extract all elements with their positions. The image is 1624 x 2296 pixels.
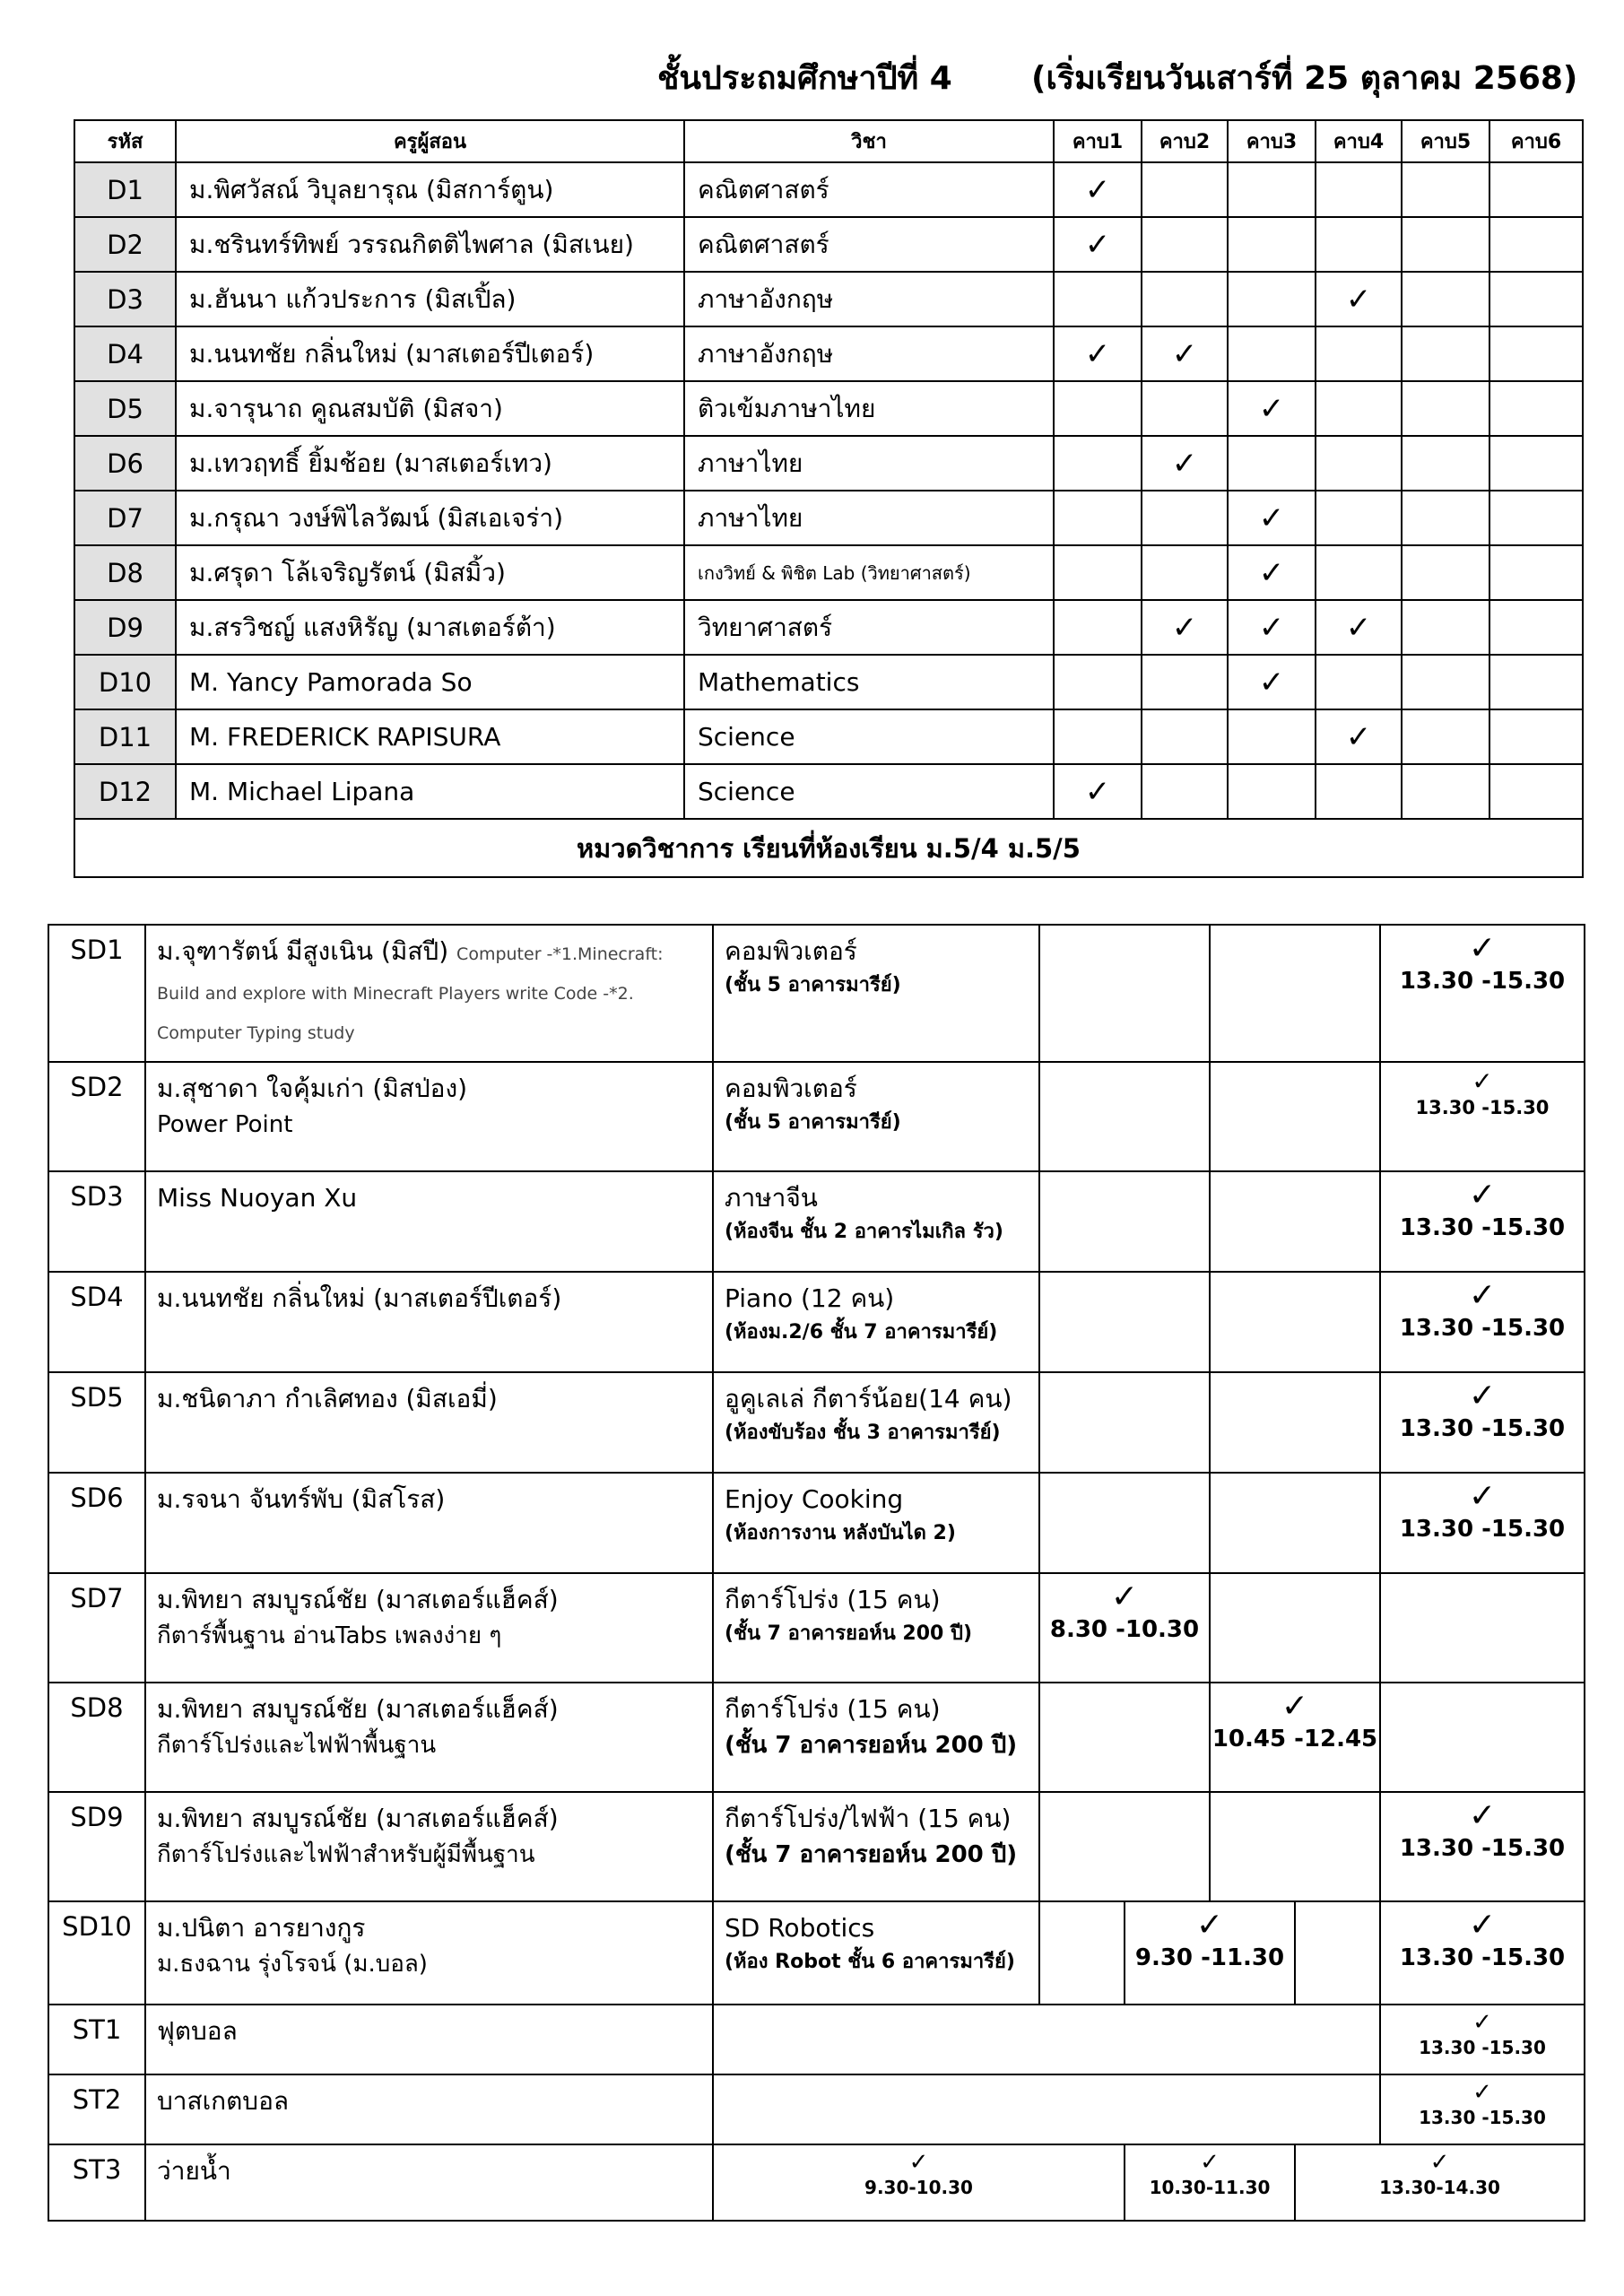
time-slot xyxy=(1125,1901,1295,2005)
time-slot xyxy=(1380,1372,1585,1473)
period-5-check-icon xyxy=(1402,545,1489,600)
co-teacher-name: ม.ธงฉาน รุ่งโรจน์ (ม.บอล) xyxy=(157,1951,428,1978)
row-code: SD6 xyxy=(48,1473,145,1573)
teacher-name: ม.สุชาดา ใจคุ้มเก่า (มิสป่อง) xyxy=(157,1074,468,1103)
time-label: 10.30-11.30 xyxy=(1149,2177,1271,2199)
period-2-check-icon xyxy=(1142,545,1228,600)
subject-cell xyxy=(713,1792,1039,1901)
period-5-check-icon xyxy=(1402,709,1489,764)
teacher-name: ม.สรวิชญ์ แสงหิรัญ (มาสเตอร์ต้า) xyxy=(176,600,684,655)
teacher-name: ม.จารุนาถ คูณสมบัติ (มิสจา) xyxy=(176,381,684,436)
check-mark-icon: ✓ xyxy=(1468,1478,1497,1515)
grade-title: ชั้นประถมศึกษาปีที่ 4 xyxy=(657,60,952,97)
course-note: Power Point xyxy=(157,1111,293,1138)
period-6-check-icon xyxy=(1489,764,1583,819)
teacher-name: ม.นนทชัย กลิ่นใหม่ (มาสเตอร์ปีเตอร์) xyxy=(157,1283,562,1313)
period-6-check-icon xyxy=(1489,217,1583,272)
period-5-check-icon xyxy=(1402,326,1489,381)
time-slot xyxy=(713,2144,1125,2221)
empty-slot xyxy=(1210,1171,1380,1272)
column-header-period-5: คาบ5 xyxy=(1402,120,1489,162)
period-2-check-icon: ✓ xyxy=(1142,600,1228,655)
row-code: D11 xyxy=(74,709,176,764)
time-label: 13.30 -15.30 xyxy=(1399,1835,1566,1863)
subject-cell xyxy=(713,925,1039,1062)
period-3-check-icon xyxy=(1228,217,1316,272)
subject-cell xyxy=(713,1272,1039,1372)
check-mark-icon: ✓ xyxy=(1110,1578,1139,1615)
period-1-check-icon: ✓ xyxy=(1054,162,1142,217)
classroom-note: หมวดวิชาการ เรียนที่ห้องเรียน ม.5/4 ม.5/5 xyxy=(74,819,1583,877)
teacher-name: ม.รจนา จันทร์พับ (มิสโรส) xyxy=(157,1484,446,1514)
teacher-cell xyxy=(145,1683,713,1792)
row-code: D4 xyxy=(74,326,176,381)
check-mark-icon: ✓ xyxy=(1468,1177,1497,1213)
time-label: 8.30 -10.30 xyxy=(1049,1616,1200,1644)
check-mark-icon: ✓ xyxy=(1468,1378,1497,1414)
subject-name: เกงวิทย์ & พิชิต Lab (วิทยาศาสตร์) xyxy=(684,545,1054,600)
period-1-check-icon xyxy=(1054,491,1142,545)
teacher-cell xyxy=(145,1062,713,1171)
empty-slot xyxy=(1210,925,1380,1062)
subject-location: (ชั้น 7 อาคารยอห์น 200 ปี) xyxy=(725,1732,1018,1759)
time-slot xyxy=(1380,1901,1585,2005)
period-6-check-icon xyxy=(1489,545,1583,600)
row-code: D10 xyxy=(74,655,176,709)
check-mark-icon: ✓ xyxy=(1281,1688,1309,1725)
period-1-check-icon: ✓ xyxy=(1054,764,1142,819)
subject-name: Enjoy Cooking xyxy=(725,1484,904,1514)
time-label: 9.30 -11.30 xyxy=(1134,1944,1285,1972)
period-4-check-icon: ✓ xyxy=(1316,709,1402,764)
time-label: 13.30 -15.30 xyxy=(1399,1944,1566,1972)
period-1-check-icon xyxy=(1054,381,1142,436)
period-1-check-icon xyxy=(1054,600,1142,655)
row-code: SD3 xyxy=(48,1171,145,1272)
period-6-check-icon xyxy=(1489,655,1583,709)
period-1-check-icon: ✓ xyxy=(1054,326,1142,381)
time-slot xyxy=(1380,1792,1585,1901)
teacher-name: ม.นนทชัย กลิ่นใหม่ (มาสเตอร์ปีเตอร์) xyxy=(176,326,684,381)
time-slot xyxy=(1295,2144,1585,2221)
time-slot xyxy=(1039,1573,1210,1683)
subject-name: ภาษาจีน xyxy=(725,1183,818,1213)
table-header-row xyxy=(74,120,1583,162)
period-4-check-icon xyxy=(1316,381,1402,436)
subject-name: ภาษาไทย xyxy=(684,491,1054,545)
time-slot xyxy=(1380,925,1585,1062)
check-mark-icon: ✓ xyxy=(1200,2149,1220,2176)
period-5-check-icon xyxy=(1402,217,1489,272)
subject-name: วิทยาศาสตร์ xyxy=(684,600,1054,655)
time-slot xyxy=(1380,1473,1585,1573)
table-row xyxy=(48,1473,1585,1573)
table-row xyxy=(48,1792,1585,1901)
time-slot xyxy=(1380,1062,1585,1171)
subject-cell xyxy=(713,1573,1039,1683)
table-row xyxy=(48,1573,1585,1683)
table-row xyxy=(74,381,1583,436)
period-4-check-icon xyxy=(1316,162,1402,217)
period-3-check-icon xyxy=(1228,162,1316,217)
subject-cell xyxy=(713,1372,1039,1473)
teacher-cell xyxy=(145,925,713,1062)
subject-name: SD Robotics xyxy=(725,1913,875,1943)
time-label: 13.30 -15.30 xyxy=(1415,1096,1550,1118)
teacher-name: ม.ศรุดา โล้เจริญรัตน์ (มิสมิ้ว) xyxy=(176,545,684,600)
period-5-check-icon xyxy=(1402,491,1489,545)
course-note: กีตาร์โปร่งและไฟฟ้าสำหรับผู้มีพื้นฐาน xyxy=(157,1841,535,1868)
teacher-cell xyxy=(145,1792,713,1901)
period-2-check-icon xyxy=(1142,381,1228,436)
period-1-check-icon xyxy=(1054,272,1142,326)
time-label: 13.30 -15.30 xyxy=(1399,1415,1566,1443)
period-6-check-icon xyxy=(1489,326,1583,381)
period-2-check-icon xyxy=(1142,162,1228,217)
period-3-check-icon xyxy=(1228,272,1316,326)
subject-name: ภาษาอังกฤษ xyxy=(684,326,1054,381)
subject-name: คอมพิวเตอร์ xyxy=(725,1074,857,1103)
subject-name: กีตาร์โปร่ง (15 คน) xyxy=(725,1585,941,1614)
table-row xyxy=(74,217,1583,272)
row-code: D9 xyxy=(74,600,176,655)
period-2-check-icon: ✓ xyxy=(1142,436,1228,491)
period-4-check-icon xyxy=(1316,655,1402,709)
start-date-note: (เริ่มเรียนวันเสาร์ที่ 25 ตุลาคม 2568) xyxy=(1031,60,1578,97)
period-3-check-icon: ✓ xyxy=(1228,600,1316,655)
period-5-check-icon xyxy=(1402,655,1489,709)
sport-name: ฟุตบอล xyxy=(145,2005,713,2074)
table-row xyxy=(74,491,1583,545)
table-row xyxy=(48,2144,1585,2221)
check-mark-icon: ✓ xyxy=(1472,2079,1492,2106)
table-row xyxy=(74,545,1583,600)
subject-location: (ห้องจีน ชั้น 2 อาคารไมเกิล รัว) xyxy=(725,1221,1003,1243)
empty-slot xyxy=(1039,1171,1210,1272)
period-2-check-icon xyxy=(1142,764,1228,819)
teacher-cell xyxy=(145,1171,713,1272)
empty-slot xyxy=(1210,1792,1380,1901)
academic-schedule-table xyxy=(74,119,1584,878)
empty-slot xyxy=(1210,1062,1380,1171)
empty-slot xyxy=(1039,925,1210,1062)
teacher-name: ม.ชนิดาภา กำเลิศทอง (มิสเอมี่) xyxy=(157,1384,498,1413)
teacher-name: ม.ปนิตา อารยางกูร xyxy=(157,1913,366,1943)
period-4-check-icon xyxy=(1316,217,1402,272)
time-label: 9.30-10.30 xyxy=(864,2177,973,2199)
period-1-check-icon xyxy=(1054,436,1142,491)
table-row xyxy=(74,272,1583,326)
period-4-check-icon: ✓ xyxy=(1316,600,1402,655)
row-code: D7 xyxy=(74,491,176,545)
row-code: SD9 xyxy=(48,1792,145,1901)
course-note: กีตาร์พื้นฐาน อ่านTabs เพลงง่าย ๆ xyxy=(157,1622,502,1649)
time-label: 13.30-14.30 xyxy=(1379,2177,1500,2199)
table-row xyxy=(74,436,1583,491)
teacher-name: ม.พิทยา สมบูรณ์ชัย (มาสเตอร์แฮ็คส์) xyxy=(157,1694,559,1724)
column-header-period-1: คาบ1 xyxy=(1054,120,1142,162)
table-row xyxy=(74,764,1583,819)
period-5-check-icon xyxy=(1402,764,1489,819)
row-code: SD5 xyxy=(48,1372,145,1473)
sport-name: ว่ายน้ำ xyxy=(145,2144,713,2221)
subject-location: (ชั้น 5 อาคารมารีย์) xyxy=(725,974,901,996)
table-row xyxy=(48,2074,1585,2144)
time-label: 13.30 -15.30 xyxy=(1419,2037,1546,2059)
time-label: 13.30 -15.30 xyxy=(1399,1315,1566,1343)
period-6-check-icon xyxy=(1489,491,1583,545)
subject-cell xyxy=(713,1473,1039,1573)
subject-name: กีตาร์โปร่ง (15 คน) xyxy=(725,1694,941,1724)
table-row xyxy=(74,655,1583,709)
teacher-name: ม.เทวฤทธิ์ ยิ้มช้อย (มาสเตอร์เทว) xyxy=(176,436,684,491)
period-4-check-icon xyxy=(1316,545,1402,600)
column-header-subject: วิชา xyxy=(684,120,1054,162)
check-mark-icon: ✓ xyxy=(1468,930,1497,967)
column-header-period-4: คาบ4 xyxy=(1316,120,1402,162)
teacher-name: M. Yancy Pamorada So xyxy=(176,655,684,709)
teacher-cell xyxy=(145,1901,713,2005)
table-footer-row xyxy=(74,819,1583,877)
period-3-check-icon xyxy=(1228,436,1316,491)
period-3-check-icon xyxy=(1228,709,1316,764)
check-mark-icon: ✓ xyxy=(1468,1277,1497,1314)
period-1-check-icon xyxy=(1054,545,1142,600)
period-6-check-icon xyxy=(1489,436,1583,491)
empty-slot xyxy=(1380,1573,1585,1683)
subject-name: คณิตศาสตร์ xyxy=(684,162,1054,217)
period-3-check-icon: ✓ xyxy=(1228,655,1316,709)
time-slot xyxy=(1380,1272,1585,1372)
period-3-check-icon: ✓ xyxy=(1228,381,1316,436)
period-1-check-icon xyxy=(1054,709,1142,764)
empty-slot xyxy=(1210,1272,1380,1372)
row-code: SD1 xyxy=(48,925,145,1062)
table-row xyxy=(48,1683,1585,1792)
table-row xyxy=(48,1272,1585,1372)
subject-cell xyxy=(713,1683,1039,1792)
teacher-name: M. Michael Lipana xyxy=(176,764,684,819)
teacher-name: ม.ชรินทร์ทิพย์ วรรณกิตติไพศาล (มิสเนย) xyxy=(176,217,684,272)
subject-location: (ห้องการงาน หลังบันได 2) xyxy=(725,1522,956,1544)
empty-slot xyxy=(713,2074,1380,2144)
subject-name: คอมพิวเตอร์ xyxy=(725,936,857,966)
teacher-cell xyxy=(145,1372,713,1473)
row-code: ST3 xyxy=(48,2144,145,2221)
period-6-check-icon xyxy=(1489,162,1583,217)
row-code: ST2 xyxy=(48,2074,145,2144)
period-3-check-icon: ✓ xyxy=(1228,491,1316,545)
time-slot xyxy=(1380,2074,1585,2144)
subject-location: (ห้องขับร้อง ชั้น 3 อาคารมารีย์) xyxy=(725,1422,1001,1444)
period-6-check-icon xyxy=(1489,381,1583,436)
row-code: SD4 xyxy=(48,1272,145,1372)
time-label: 10.45 -12.45 xyxy=(1211,1726,1378,1753)
period-2-check-icon xyxy=(1142,709,1228,764)
row-code: SD2 xyxy=(48,1062,145,1171)
teacher-name: ม.กรุณา วงษ์พิไลวัฒน์ (มิสเอเจร่า) xyxy=(176,491,684,545)
row-code: D3 xyxy=(74,272,176,326)
subject-name: Piano (12 คน) xyxy=(725,1283,895,1313)
subject-cell xyxy=(713,1171,1039,1272)
check-mark-icon: ✓ xyxy=(1195,1907,1224,1944)
time-slot xyxy=(1125,2144,1295,2221)
teacher-cell xyxy=(145,1573,713,1683)
course-note: กีตาร์โปร่งและไฟฟ้าพื้นฐาน xyxy=(157,1732,437,1759)
teacher-name: ม.จุฑารัตน์ มีสูงเนิน (มิสปี) xyxy=(157,936,449,966)
subject-location: (ห้องม.2/6 ชั้น 7 อาคารมารีย์) xyxy=(725,1321,998,1344)
table-row xyxy=(48,925,1585,1062)
subject-name: อูคูเลเล่ กีตาร์น้อย(14 คน) xyxy=(725,1384,1012,1413)
period-2-check-icon xyxy=(1142,217,1228,272)
empty-slot xyxy=(1039,1062,1210,1171)
table-row xyxy=(48,2005,1585,2074)
empty-slot xyxy=(1039,1473,1210,1573)
row-code: D12 xyxy=(74,764,176,819)
time-label: 13.30 -15.30 xyxy=(1419,2107,1546,2129)
table-row xyxy=(48,1062,1585,1171)
check-mark-icon: ✓ xyxy=(1472,2009,1492,2036)
subject-name: Science xyxy=(684,764,1054,819)
row-code: D6 xyxy=(74,436,176,491)
period-4-check-icon xyxy=(1316,436,1402,491)
time-slot xyxy=(1380,2005,1585,2074)
empty-slot xyxy=(1380,1683,1585,1792)
period-5-check-icon xyxy=(1402,600,1489,655)
teacher-name: ม.ฮันนา แก้วประการ (มิสเปิ้ล) xyxy=(176,272,684,326)
subject-cell xyxy=(713,1062,1039,1171)
sport-name: บาสเกตบอล xyxy=(145,2074,713,2144)
column-header-code: รหัส xyxy=(74,120,176,162)
table-row xyxy=(74,162,1583,217)
subject-name: กีตาร์โปร่ง/ไฟฟ้า (15 คน) xyxy=(725,1804,1012,1833)
row-code: D8 xyxy=(74,545,176,600)
empty-slot xyxy=(1210,1473,1380,1573)
check-mark-icon: ✓ xyxy=(1468,1797,1497,1834)
table-row xyxy=(74,709,1583,764)
subject-location: (ชั้น 7 อาคารยอห์น 200 ปี) xyxy=(725,1841,1018,1868)
period-3-check-icon: ✓ xyxy=(1228,545,1316,600)
column-header-period-6: คาบ6 xyxy=(1489,120,1583,162)
period-4-check-icon xyxy=(1316,764,1402,819)
period-4-check-icon xyxy=(1316,491,1402,545)
period-2-check-icon: ✓ xyxy=(1142,326,1228,381)
empty-slot xyxy=(1039,1372,1210,1473)
subject-name: Science xyxy=(684,709,1054,764)
row-code: SD10 xyxy=(48,1901,145,2005)
period-1-check-icon xyxy=(1054,655,1142,709)
course-note: Computer -*1.Minecraft: Build and explore with Minecraft Players write Code -*2. Computer Typing study xyxy=(157,944,664,1043)
time-label: 13.30 -15.30 xyxy=(1399,1214,1566,1242)
row-code: D2 xyxy=(74,217,176,272)
page-header xyxy=(0,45,1624,108)
teacher-name: Miss Nuoyan Xu xyxy=(157,1183,358,1213)
check-mark-icon: ✓ xyxy=(1472,1066,1493,1096)
period-5-check-icon xyxy=(1402,162,1489,217)
time-label: 13.30 -15.30 xyxy=(1399,1516,1566,1544)
check-mark-icon: ✓ xyxy=(1429,2149,1450,2176)
period-6-check-icon xyxy=(1489,272,1583,326)
check-mark-icon: ✓ xyxy=(908,2149,929,2176)
teacher-name: ม.พิทยา สมบูรณ์ชัย (มาสเตอร์แฮ็คส์) xyxy=(157,1804,559,1833)
empty-slot xyxy=(713,2005,1380,2074)
subject-location: (ห้อง Robot ชั้น 6 อาคารมารีย์) xyxy=(725,1951,1015,1973)
subject-name: ภาษาไทย xyxy=(684,436,1054,491)
period-2-check-icon xyxy=(1142,272,1228,326)
teacher-name: ม.พิศวัสณ์ วิบุลยารุณ (มิสการ์ตูน) xyxy=(176,162,684,217)
period-2-check-icon xyxy=(1142,655,1228,709)
period-6-check-icon xyxy=(1489,600,1583,655)
subject-cell xyxy=(713,1901,1039,2005)
special-activity-table xyxy=(48,924,1585,2222)
table-row xyxy=(74,600,1583,655)
table-row xyxy=(48,1171,1585,1272)
time-slot xyxy=(1380,1171,1585,1272)
period-6-check-icon xyxy=(1489,709,1583,764)
empty-slot xyxy=(1039,1792,1210,1901)
period-3-check-icon xyxy=(1228,326,1316,381)
period-4-check-icon: ✓ xyxy=(1316,272,1402,326)
table-row xyxy=(48,1372,1585,1473)
row-code: D5 xyxy=(74,381,176,436)
subject-name: ติวเข้มภาษาไทย xyxy=(684,381,1054,436)
row-code: D1 xyxy=(74,162,176,217)
subject-name: คณิตศาสตร์ xyxy=(684,217,1054,272)
empty-slot xyxy=(1039,1901,1125,2005)
check-mark-icon: ✓ xyxy=(1468,1907,1497,1944)
teacher-cell xyxy=(145,1473,713,1573)
teacher-name: ม.พิทยา สมบูรณ์ชัย (มาสเตอร์แฮ็คส์) xyxy=(157,1585,559,1614)
teacher-name: M. FREDERICK RAPISURA xyxy=(176,709,684,764)
period-5-check-icon xyxy=(1402,436,1489,491)
subject-location: (ชั้น 7 อาคารยอห์น 200 ปี) xyxy=(725,1622,973,1645)
empty-slot xyxy=(1210,1372,1380,1473)
time-slot xyxy=(1210,1683,1380,1792)
period-2-check-icon xyxy=(1142,491,1228,545)
period-5-check-icon xyxy=(1402,381,1489,436)
subject-name: ภาษาอังกฤษ xyxy=(684,272,1054,326)
period-5-check-icon xyxy=(1402,272,1489,326)
table-row xyxy=(48,1901,1585,2005)
table-row xyxy=(74,326,1583,381)
empty-slot xyxy=(1295,1901,1380,2005)
row-code: SD8 xyxy=(48,1683,145,1792)
row-code: ST1 xyxy=(48,2005,145,2074)
row-code: SD7 xyxy=(48,1573,145,1683)
subject-location: (ชั้น 5 อาคารมารีย์) xyxy=(725,1111,901,1134)
column-header-period-2: คาบ2 xyxy=(1142,120,1228,162)
period-1-check-icon: ✓ xyxy=(1054,217,1142,272)
column-header-period-3: คาบ3 xyxy=(1228,120,1316,162)
empty-slot xyxy=(1039,1272,1210,1372)
period-3-check-icon xyxy=(1228,764,1316,819)
empty-slot xyxy=(1210,1573,1380,1683)
teacher-cell xyxy=(145,1272,713,1372)
time-label: 13.30 -15.30 xyxy=(1399,968,1566,996)
column-header-teacher: ครูผู้สอน xyxy=(176,120,684,162)
period-4-check-icon xyxy=(1316,326,1402,381)
subject-name: Mathematics xyxy=(684,655,1054,709)
empty-slot xyxy=(1039,1683,1210,1792)
